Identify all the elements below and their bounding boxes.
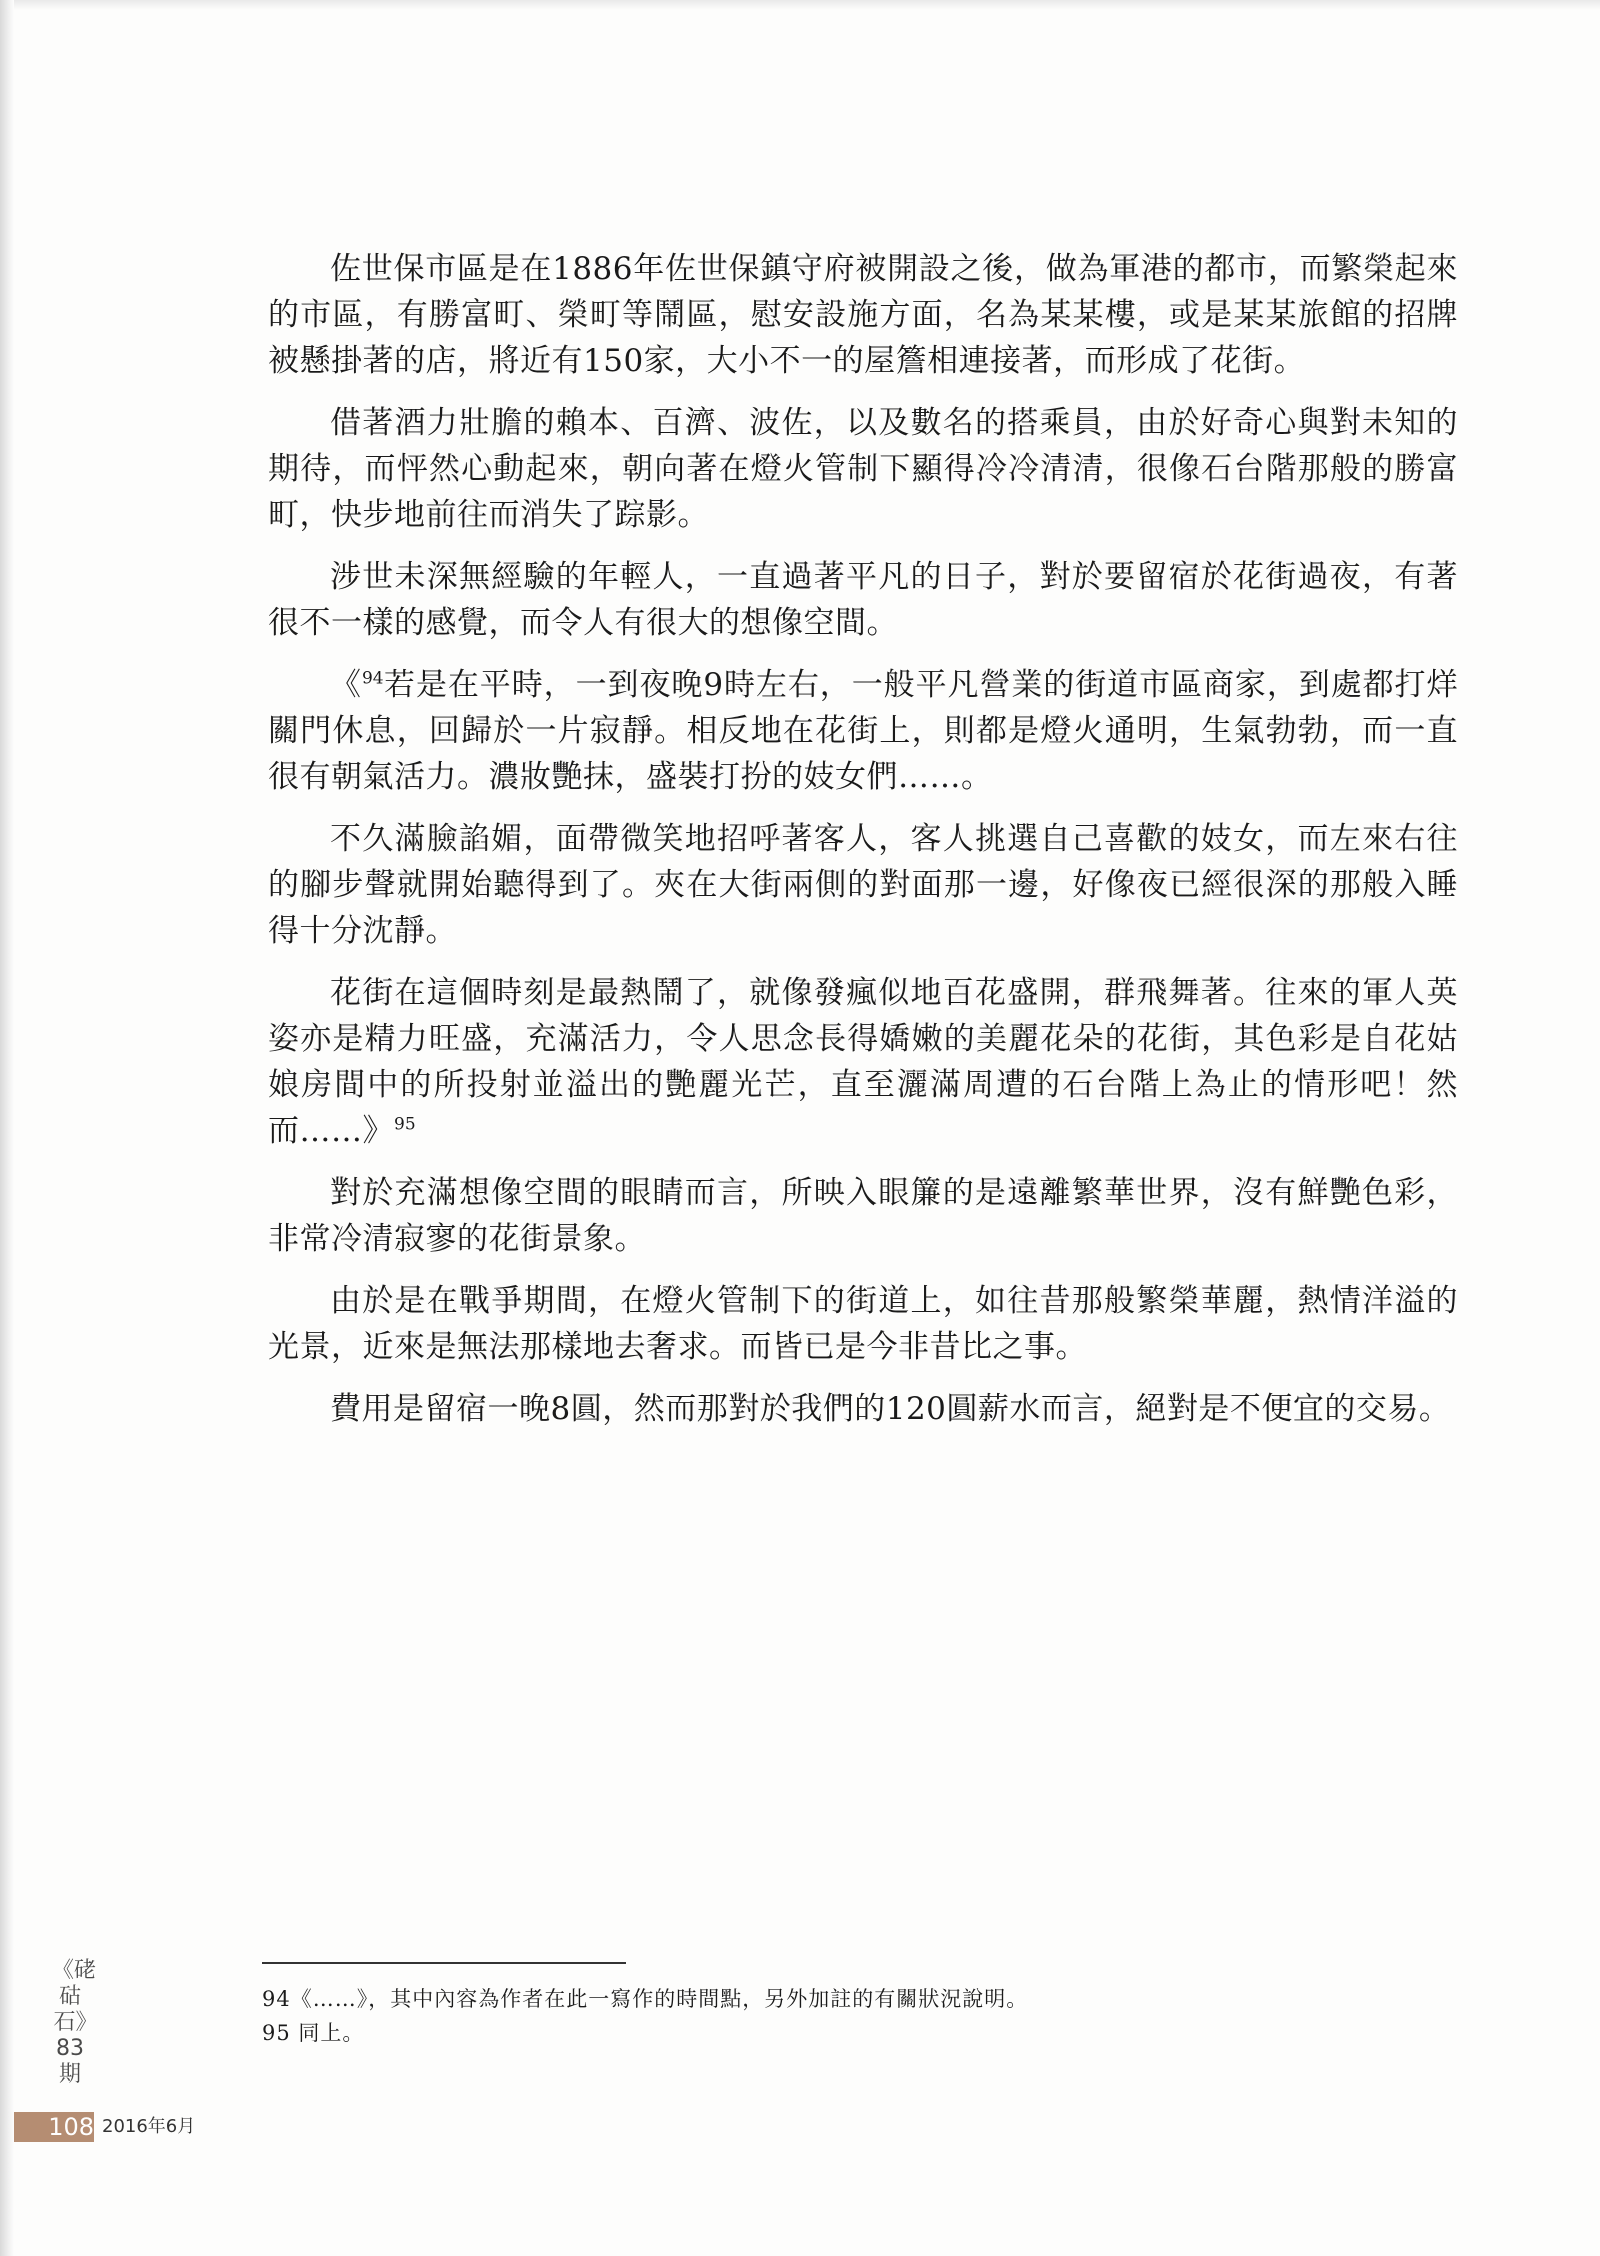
paragraph-4: 《$^{94}$若是在平時，一到夜晚9時左右，一般平凡營業的街道市區商家，到處都打烊關門休息，回歸於一片寂靜。相反地在花街上，則都是燈火通明，生氣勃勃，而一直很有朝氣活力。濃妝艷抹，盛裝打扮的妓女們……。 bbox=[268, 667, 1458, 795]
paragraph-7: 對於充滿想像空間的眼睛而言，所映入眼簾的是遠離繁華世界，沒有鮮艷色彩，非常冷清寂寥的花街景象。 bbox=[268, 1175, 1458, 1257]
footnote-95: 95 同上。 bbox=[262, 2021, 365, 2045]
paragraph-5: 不久滿臉諂媚，面帶微笑地招呼著客人，客人挑選自己喜歡的妓女，而左來右往的腳步聲就開始聽得到了。夾在大街兩側的對面那一邊，好像夜已經很深的那般入睡得十分沈靜。 bbox=[268, 821, 1458, 949]
footnotes bbox=[262, 1982, 1362, 2050]
paragraph-2: 借著酒力壯膽的賴本、百濟、波佐，以及數名的搭乘員，由於好奇心與對未知的期待，而怦然心動起來，朝向著在燈火管制下顯得冷冷清清，很像石台階那般的勝富町，快步地前往而消失了踪影。 bbox=[268, 405, 1458, 533]
footnote-ref-94[interactable]: 94 bbox=[361, 668, 384, 689]
page-top-edge bbox=[14, 0, 1600, 10]
footnote-94: 94《……》，其中內容為作者在此一寫作的時間點，另外加註的有關狀況說明。 bbox=[262, 1987, 1029, 2011]
footnote-ref-95[interactable]: 95 bbox=[394, 1114, 416, 1135]
page-number: 108 bbox=[48, 2113, 94, 2141]
paragraph-9: 費用是留宿一晚8圓，然而那對於我們的120圓薪水而言，絕對是不便宜的交易。 bbox=[330, 1391, 1451, 1427]
paragraph-8: 由於是在戰爭期間，在燈火管制下的街道上，如往昔那般繁榮華麗，熱情洋溢的光景，近來是無法那樣地去奢求。而皆已是今非昔比之事。 bbox=[268, 1283, 1458, 1365]
journal-title: 《硓𥑮石》83期 bbox=[52, 1958, 97, 2087]
paragraph-3: 涉世未深無經驗的年輕人，一直過著平凡的日子，對於要留宿於花街過夜，有著很不一樣的感覺，而令人有很大的想像空間。 bbox=[268, 559, 1458, 641]
paragraph-1: 佐世保市區是在1886年佐世保鎮守府被開設之後，做為軍港的都市，而繁榮起來的市區，有勝富町、榮町等鬧區，慰安設施方面，名為某某樓，或是某某旅館的招牌被懸掛著的店，將近有150家，大小不一的屋簷相連接著，而形成了花街。 bbox=[268, 251, 1458, 379]
footnote-divider bbox=[262, 1962, 626, 1964]
page-left-edge bbox=[0, 0, 14, 2256]
quote-open-mark: 《 bbox=[330, 667, 362, 703]
issue-date: 2016年6月 bbox=[102, 2116, 196, 2137]
body-text bbox=[268, 246, 1458, 1448]
paragraph-6: 花街在這個時刻是最熱鬧了，就像發瘋似地百花盛開，群飛舞著。往來的軍人英姿亦是精力旺盛，充滿活力，令人思念長得嬌嫩的美麗花朵的花街，其色彩是自花姑娘房間中的所投射並溢出的艷麗光芒，直至灑滿周遭的石台階上為止的情形吧！然而……》$^{95}$ bbox=[268, 975, 1458, 1149]
